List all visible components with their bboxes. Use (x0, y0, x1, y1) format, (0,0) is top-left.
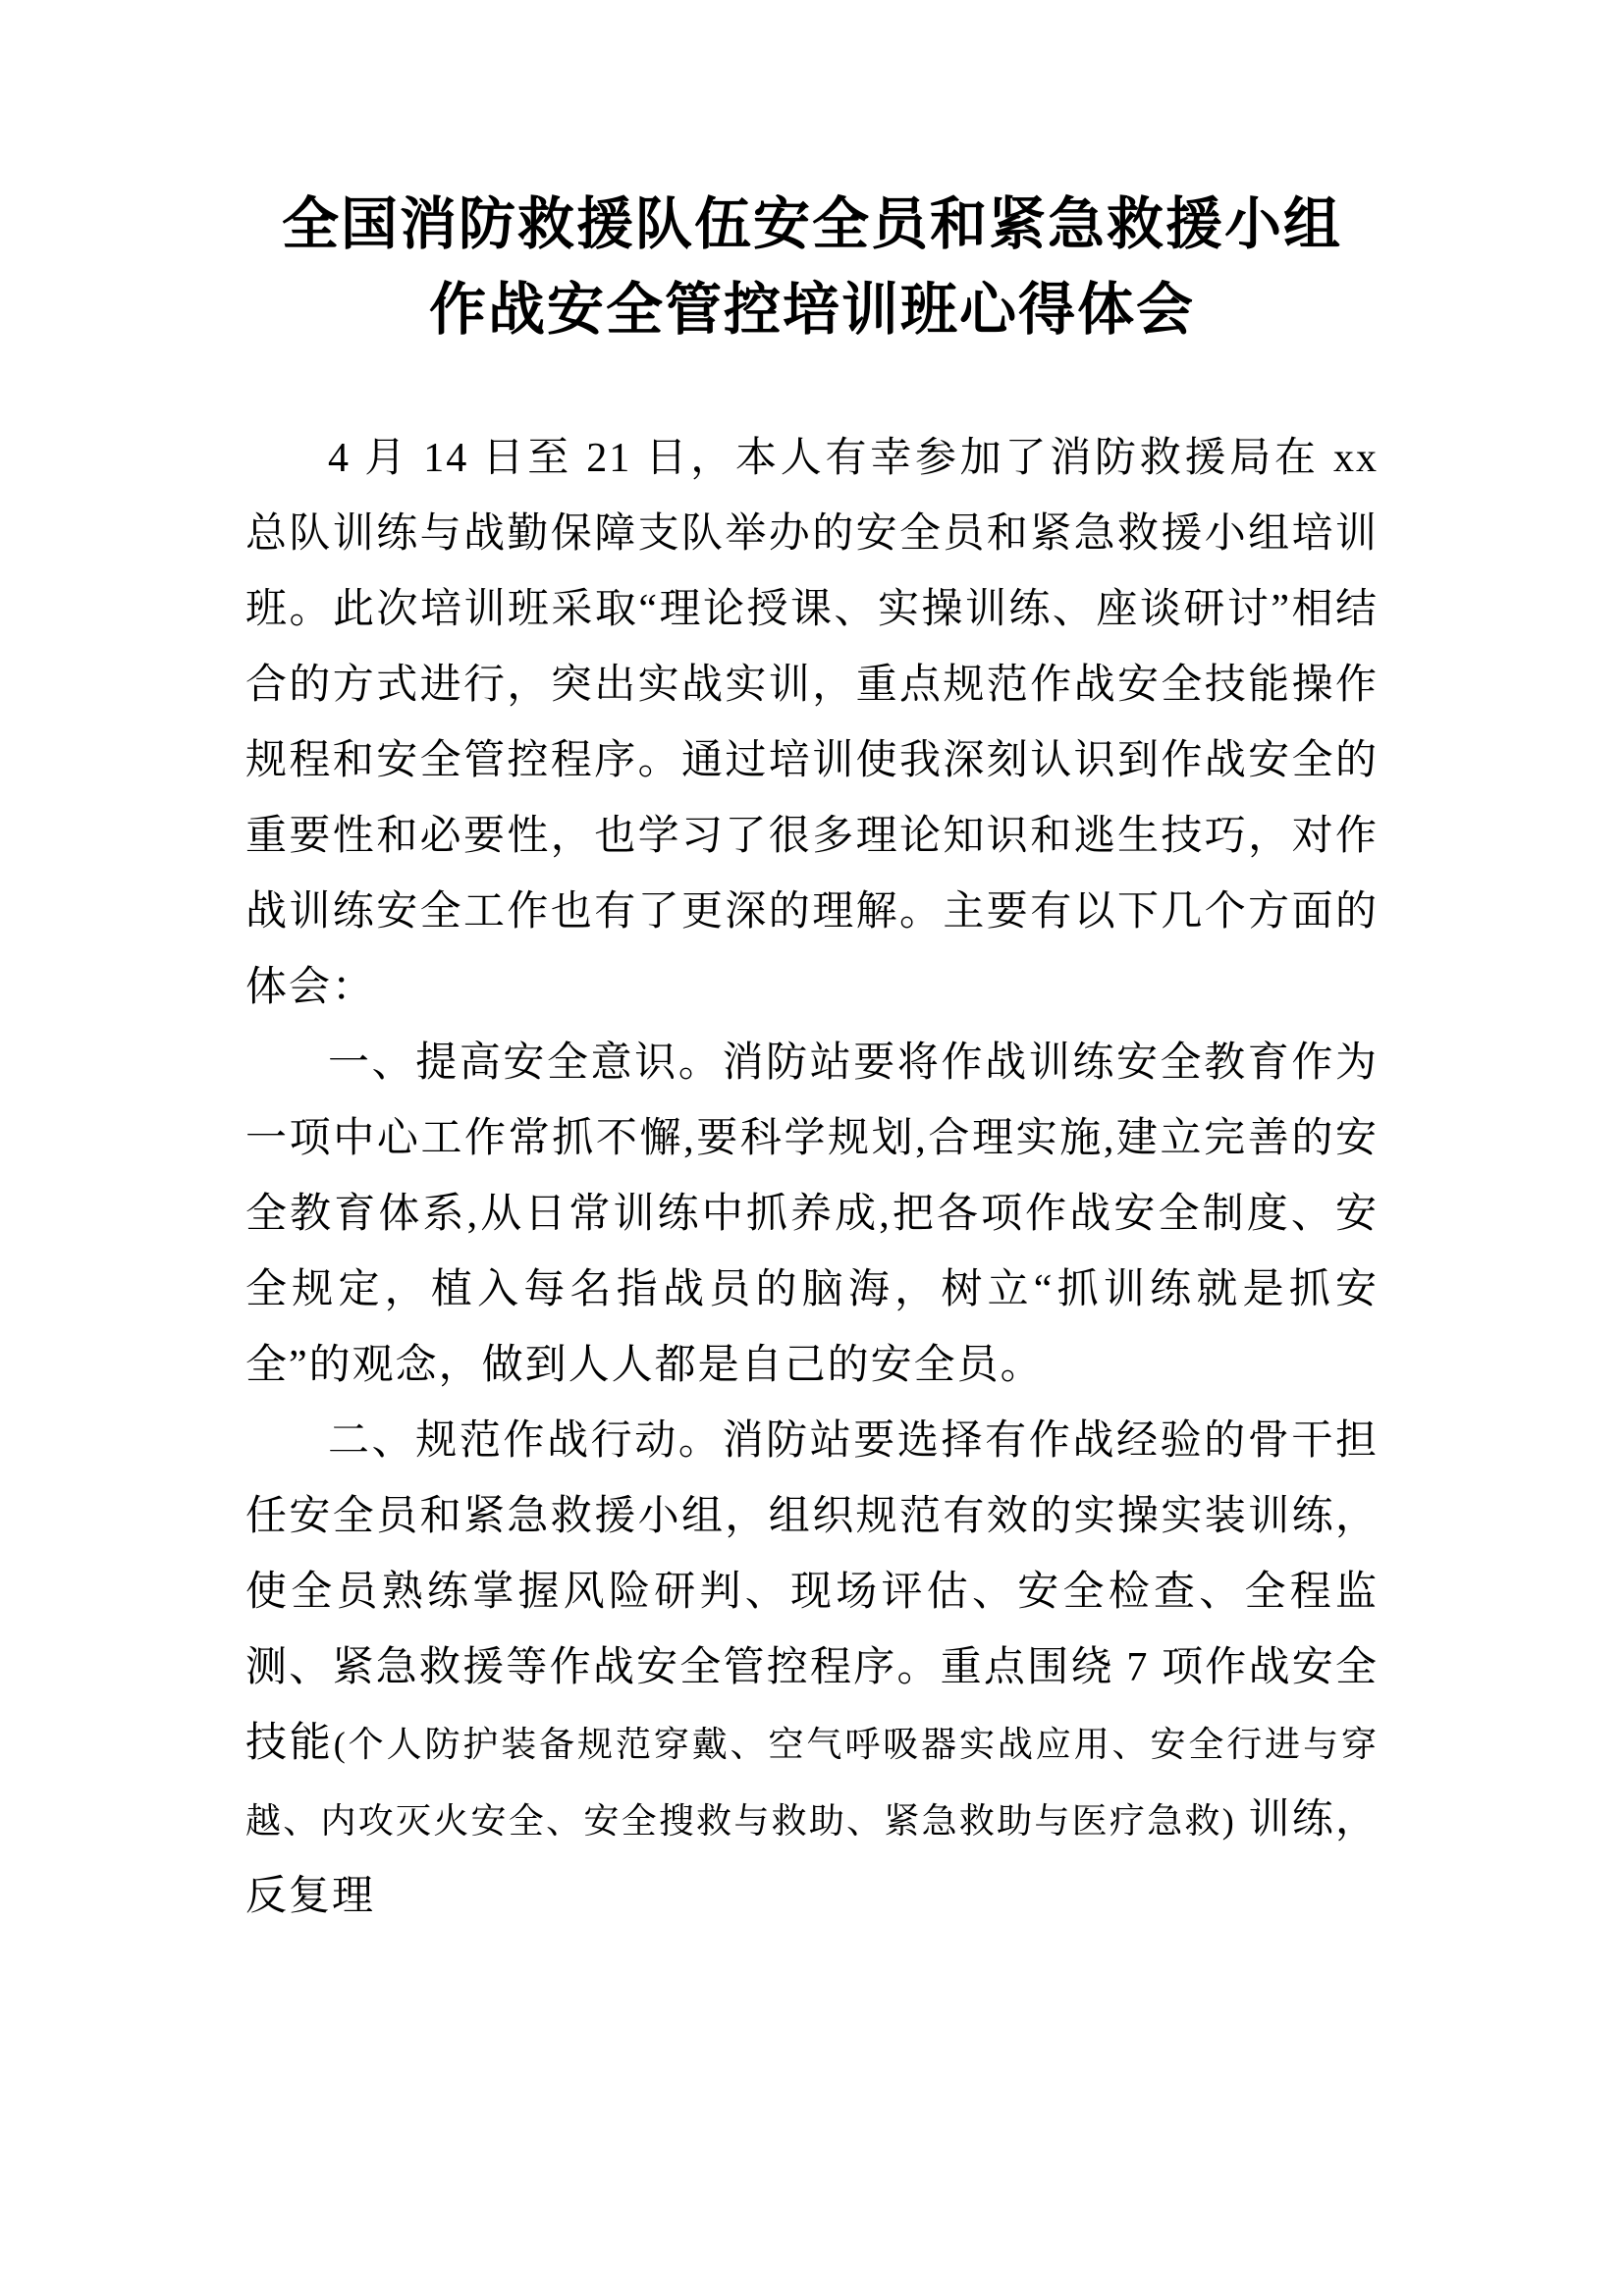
text-run: 训练，反复理 (245, 1797, 1379, 1919)
paragraph (245, 1404, 1379, 1935)
document-body (245, 421, 1379, 1935)
text-run: 4 月 14 日至 21 日，本人有幸参加了消防救援局在 xx 总队训练与战勤保障支队举办的安全员和紧急救援小组培训班。此次培训班采取“理论授课、实操训练、座谈研讨”相结合的方式进行，突出实战实训，重点规范作战安全技能操作规程和安全管控程序。通过培训使我深刻认识到作战安全的重要性和必要性，也学习了很多理论知识和逃生技巧，对作战训练安全工作也有了更深的理解。主要有以下几个方面的体会： (245, 436, 1379, 1010)
title-line-2: 作战安全管控培训班心得体会 (428, 278, 1195, 342)
paragraph (245, 421, 1379, 1026)
text-run-small: (个人防护装备规范穿戴、空气呼吸器实战应用、安全行进与穿越、内攻灭火安全、安全搜救与救助、紧急救助与医疗急救) (245, 1725, 1379, 1841)
text-run: 一、提高安全意识。消防站要将作战训练安全教育作为一项中心工作常抓不懈,要科学规划,合理实施,建立完善的安全教育体系,从日常训练中抓养成,把各项作战安全制度、安全规定，植入每名指战员的脑海，树立“抓训练就是抓安全”的观念，做到人人都是自己的安全员。 (245, 1041, 1379, 1388)
title-line-1: 全国消防救援队伍安全员和紧急救援小组 (281, 192, 1342, 256)
text-run: 二、规范作战行动。消防站要选择有作战经验的骨干担任安全员和紧急救援小组，组织规范有效的实操实装训练，使全员熟练掌握风险研判、现场评估、安全检查、全程监测、紧急救援等作战安全管控程序。重点围绕 7 项作战安全技能 (245, 1418, 1379, 1766)
paragraph (245, 1026, 1379, 1404)
document-title (245, 182, 1379, 352)
